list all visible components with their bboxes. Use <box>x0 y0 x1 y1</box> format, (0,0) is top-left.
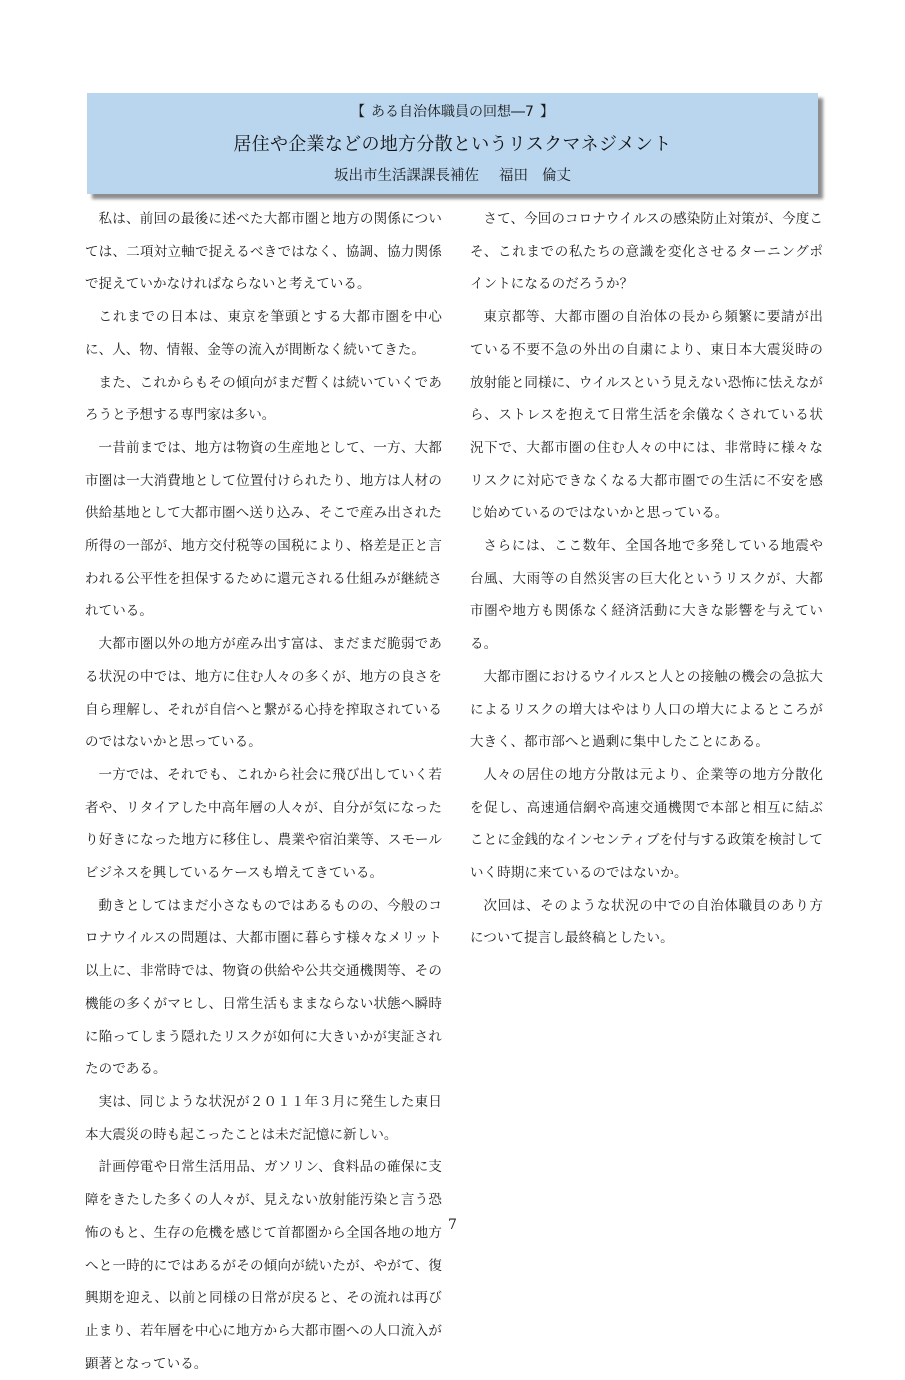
series-label: ある自治体職員の回想―7 <box>371 104 534 120</box>
body-paragraph: 人々の居住の地方分散は元より、企業等の地方分散化を促し、高速通信網や高速交通機関で本部と相互に結ぶことに金銭的なインセンティブを付与する政策を検討していく時期に来ているのではないか。 <box>470 766 823 882</box>
author-affiliation: 坂出市生活課課長補佐 <box>334 168 479 184</box>
body-paragraph: 一方では、それでも、これから社会に飛び出していく若者や、リタイアした中高年層の人々が、自分が気になったり好きになった地方に移住し、農業や宿泊業等、スモールビジネスを興しているケースも増えてきている。 <box>85 766 442 882</box>
body-paragraph: 実は、同じような状況が２０１１年３月に発生した東日本大震災の時も起こったことは未だ記憶に新しい。 <box>85 1093 442 1143</box>
author-family-name: 福田 <box>499 168 528 184</box>
body-paragraph: さらには、ここ数年、全国各地で多発している地震や台風、大雨等の自然災害の巨大化というリスクが、大都市圏や地方も関係なく経済活動に大きな影響を与えている。 <box>470 538 823 653</box>
body-paragraph: 動きとしてはまだ小さなものではあるものの、今般のコロナウイルスの問題は、大都市圏に暮らす様々なメリット以上に、非常時では、物資の供給や公共交通機関等、その機能の多くがマヒし、日常生活もままならない状態へ瞬時に陥ってしまう隠れたリスクが如何に大きいかが実証されたのである。 <box>85 897 442 1078</box>
page-number: 7 <box>448 1217 457 1233</box>
body-paragraph: 私は、前回の最後に述べた大都市圏と地方の関係については、二項対立軸で捉えるべきではなく、協調、協力関係で捉えていかなければならないと考えている。 <box>85 211 442 293</box>
body-paragraph: 計画停電や日常生活用品、ガソリン、食料品の確保に支障をきたした多くの人々が、見えない放射能汚染と言う恐怖のもと、生存の危機を感じて首都圏から全国各地の地方へと一時的にではあるがその傾向が続いたが、やがて、復興期を迎え、以前と同様の日常が戻ると、その流れは再び止まり、若年層を中心に地方から大都市圏への人口流入が顕著となっている。 <box>85 1159 442 1372</box>
body-paragraph: また、これからもその傾向がまだ暫くは続いていくであろうと予想する専門家は多い。 <box>85 374 442 424</box>
body-paragraph: 一昔前までは、地方は物資の生産地として、一方、大都市圏は一大消費地として位置付けられたり、地方は人材の供給基地として大都市圏へ送り込み、そこで産み出された所得の一部が、地方交付税等の国税により、格差是正と言われる公平性を担保するために還元される仕組みが継続されている。 <box>85 439 442 620</box>
author-byline <box>87 166 818 186</box>
series-open-bracket: 【 <box>351 104 366 120</box>
author-given-name: 倫丈 <box>542 168 571 184</box>
article-title: 居住や企業などの地方分散というリスクマネジメント <box>233 134 672 155</box>
series-close-bracket: 】 <box>539 104 554 120</box>
body-paragraph: 東京都等、大都市圏の自治体の長から頻繁に要請が出ている不要不急の外出の自粛により、東日本大震災時の放射能と同様に、ウイルスという見えない恐怖に怯えながら、ストレスを抱えて日常生活を余儀なくされている状況下で、大都市圏の住む人々の中には、非常時に様々なリスクに対応できなくなる大都市圏での生活に不安を感じ始めているのではないかと思っている。 <box>470 309 823 522</box>
body-paragraph: さて、今回のコロナウイルスの感染防止対策が、今度こそ、これまでの私たちの意識を変化させるターニングポイントになるのだろうか？ <box>470 211 823 293</box>
body-paragraph: これまでの日本は、東京を筆頭とする大都市圏を中心に、人、物、情報、金等の流入が間断なく続いてきた。 <box>85 309 442 358</box>
article-header <box>87 93 818 194</box>
series-heading <box>87 103 818 121</box>
body-paragraph: 大都市圏におけるウイルスと人との接触の機会の急拡大によるリスクの増大はやはり人口の増大によるところが大きく、都市部へと過剰に集中したことにある。 <box>470 668 823 751</box>
right-column <box>470 203 823 955</box>
body-paragraph: 大都市圏以外の地方が産み出す富は、まだまだ脆弱である状況の中では、地方に住む人々の多くが、地方の良さを自ら理解し、それが自信へと繋がる心持を搾取されているのではないかと思っている。 <box>85 636 442 751</box>
left-column <box>85 203 442 1380</box>
body-paragraph: 次回は、そのような状況の中での自治体職員のあり方について提言し最終稿としたい。 <box>470 897 823 947</box>
